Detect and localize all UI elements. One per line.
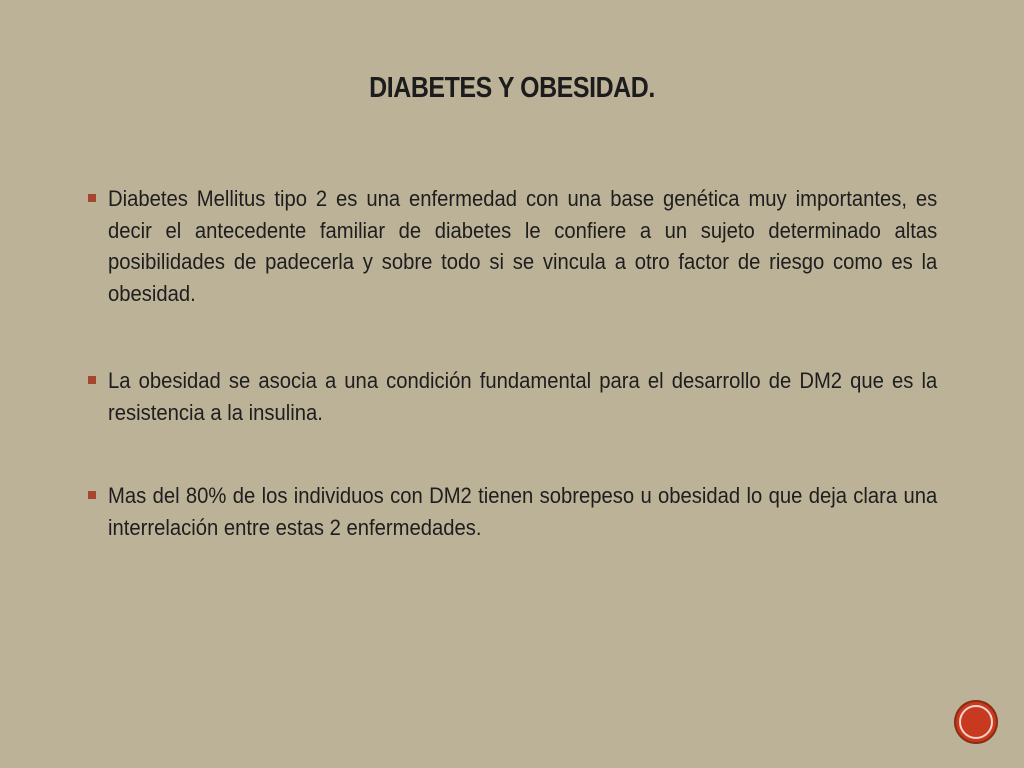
square-bullet-icon	[88, 491, 96, 499]
square-bullet-icon	[88, 194, 96, 202]
bullet-item	[88, 480, 938, 543]
slide-title: DIABETES Y OBESIDAD.	[369, 72, 655, 104]
bullet-item	[88, 365, 938, 428]
bullet-text: Mas del 80% de los individuos con DM2 tienen sobrepeso u obesidad lo que deja clara una interrelación entre estas 2 enfermedades.	[108, 483, 938, 540]
bullet-item	[88, 183, 938, 309]
slide-badge-icon[interactable]	[954, 700, 998, 744]
badge-ring-icon	[959, 705, 993, 739]
bullet-text: Diabetes Mellitus tipo 2 es una enfermedad con una base genética muy importantes, es decir el antecedente familiar de diabetes le confiere a un sujeto determinado altas posibilidades de padecerla y sobre todo si se vincula a otro factor de riesgo como es la obesidad.	[108, 186, 938, 306]
square-bullet-icon	[88, 376, 96, 384]
bullet-list	[88, 183, 938, 599]
bullet-text: La obesidad se asocia a una condición fundamental para el desarrollo de DM2 que es la resistencia a la insulina.	[108, 368, 938, 425]
